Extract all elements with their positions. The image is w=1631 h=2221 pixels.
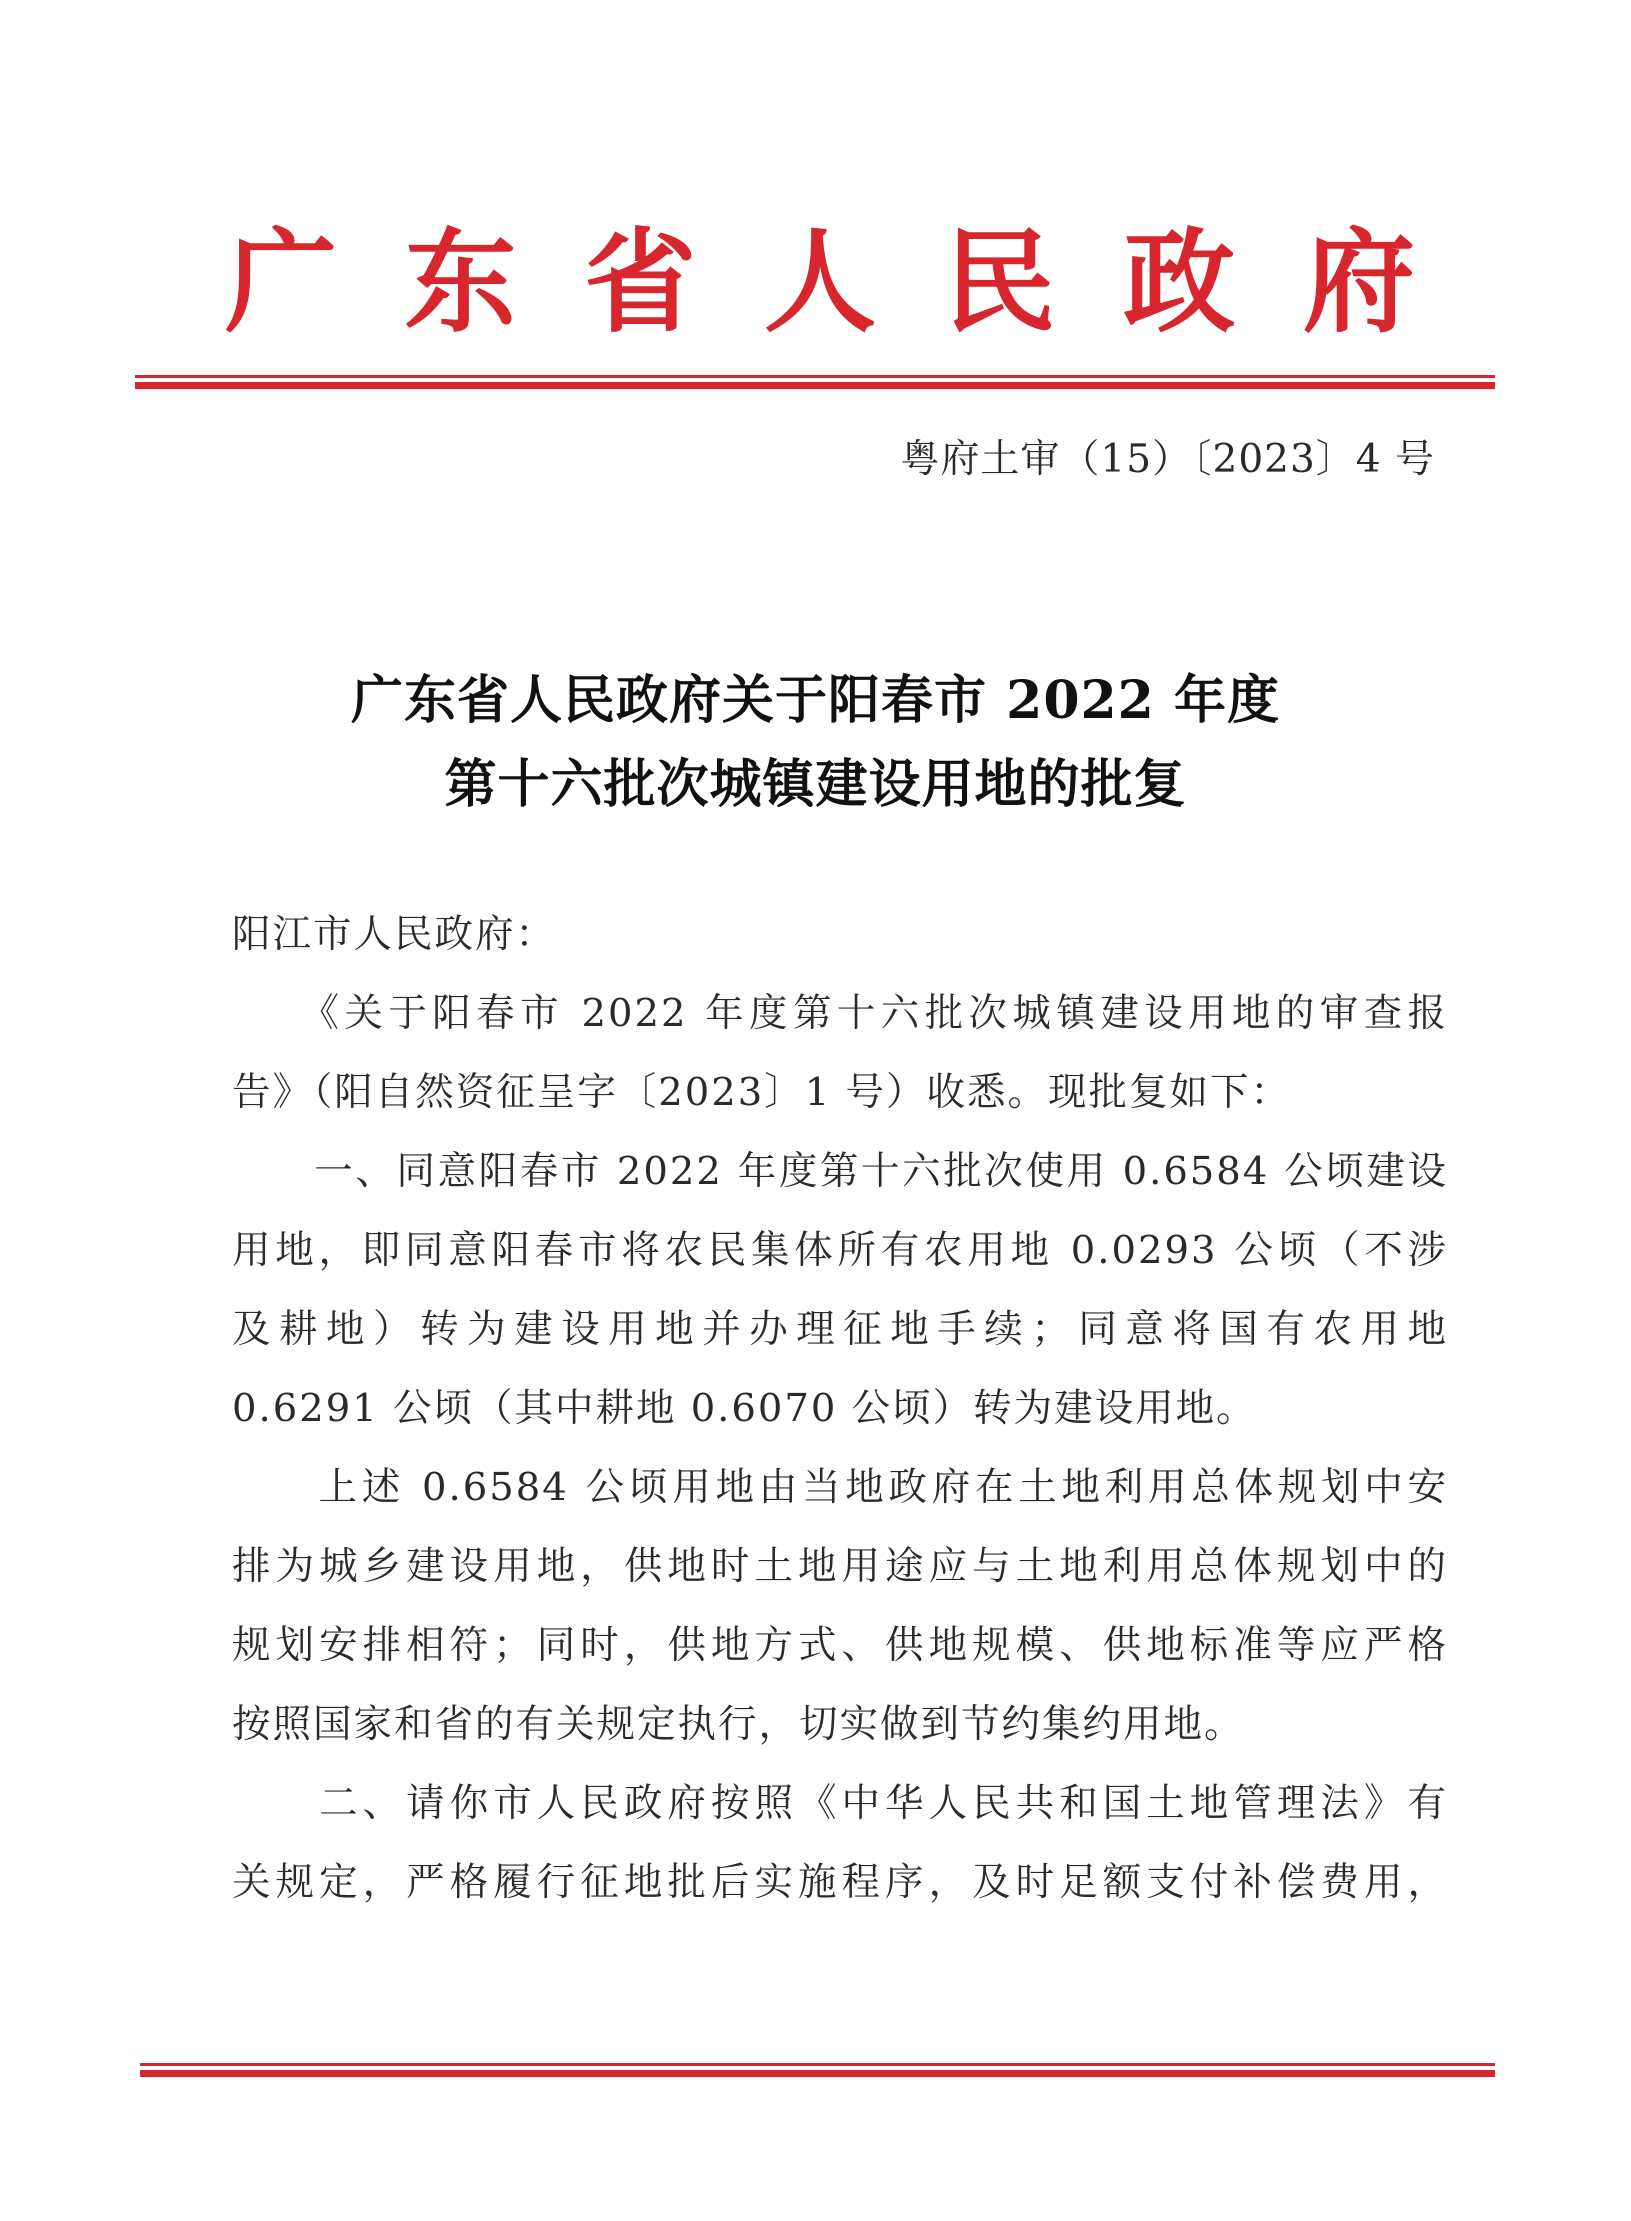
body-line: 一、同意阳春市 2022 年度第十六批次使用 0.6584 公顷建设: [232, 1149, 1448, 1194]
masthead-char: 省: [584, 216, 697, 348]
body-line: 用地，即同意阳春市将农民集体所有农用地 0.0293 公顷（不涉: [232, 1228, 1448, 1273]
document-title-line-1: 广东省人民政府关于阳春市 2022 年度: [351, 670, 1280, 731]
body-line: 规划安排相符；同时，供地方式、供地规模、供地标准等应严格: [232, 1623, 1448, 1668]
masthead-char: 府: [1302, 216, 1415, 348]
masthead-char: 人: [763, 216, 876, 348]
document-number: 粤府土审（15）〔2023〕4 号: [900, 437, 1435, 482]
masthead-char: 政: [1123, 216, 1236, 348]
masthead-char: 民: [943, 216, 1056, 348]
masthead-char: 东: [404, 216, 517, 348]
document-title-line-2: 第十六批次城镇建设用地的批复: [444, 754, 1187, 815]
body-line: 排为城乡建设用地，供地时土地用途应与土地利用总体规划中的: [232, 1544, 1448, 1589]
addressee: 阳江市人民政府：: [232, 912, 557, 957]
body-line: 及耕地）转为建设用地并办理征地手续；同意将国有农用地: [232, 1307, 1448, 1352]
body-line: 0.6291 公顷（其中耕地 0.6070 公顷）转为建设用地。: [232, 1386, 1257, 1431]
body-line: 二、请你市人民政府按照《中华人民共和国土地管理法》有: [232, 1781, 1448, 1826]
header-divider-thick: [135, 382, 1495, 389]
masthead-char: 广: [225, 216, 337, 348]
header-divider-thin: [135, 375, 1495, 378]
body-line: 告》（阳自然资征呈字〔2023〕1 号）收悉。现批复如下：: [232, 1070, 1291, 1115]
body-line: 关规定，严格履行征地批后实施程序，及时足额支付补偿费用，: [232, 1860, 1448, 1905]
body-line: 《关于阳春市 2022 年度第十六批次城镇建设用地的审查报: [232, 991, 1448, 1036]
footer-divider-thick: [140, 2070, 1495, 2077]
body-line: 上述 0.6584 公顷用地由当地政府在土地利用总体规划中安: [232, 1465, 1448, 1510]
issuer-masthead: [225, 215, 1415, 350]
body-line: 按照国家和省的有关规定执行，切实做到节约集约用地。: [232, 1702, 1245, 1747]
footer-divider-thin: [140, 2063, 1495, 2066]
